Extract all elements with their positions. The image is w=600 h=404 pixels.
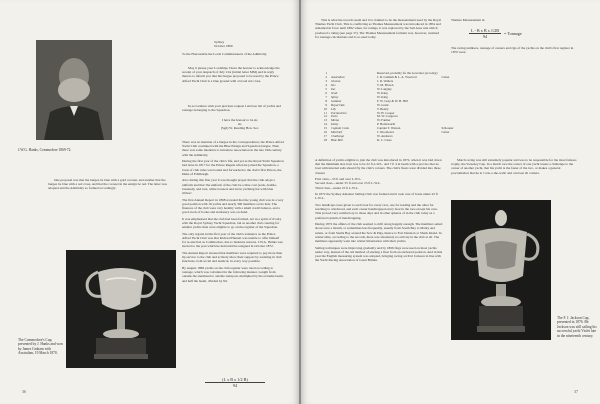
yacht-name: Mema — [331, 118, 339, 123]
yacht-name: Captain Cook — [331, 126, 349, 131]
sail-number: 3 — [325, 78, 327, 83]
yacht-name: Blue Bell — [331, 138, 343, 143]
intro-paragraph: This is what the records seem and it is claimed to be the measurement used by the Royal Thames Yacht Club. This is conflicting as Thames Measurement was introduced in 1854 and remained in force until 1882 when, for ratings, it was replaced by the Sail Area rule which produced a rating (see page 37). The Thames Measurement formula was, however, retained for tonnage calculations and is so used today. — [315, 18, 442, 39]
tonnage-formula — [205, 377, 265, 388]
main-paragraph: The Annual Report stressed that members were required to pay more than lip service to the club and actively show their support by assisting in club functions, both social and nautical, in every way possible. — [182, 251, 283, 264]
sail-number: 17 — [323, 134, 327, 139]
register-row — [315, 139, 456, 143]
commodore-cup-photo — [66, 250, 176, 368]
yacht-owner: W. King — [377, 90, 388, 95]
sail-number: 5 — [325, 86, 327, 91]
main-paragraph: During the first year of the club's life, and yet as the Royal Yacht Squadron had done in 1817 for the Prince Regent when he joined the Squadron, a book of club rules was bound and forwarded to the club's first Patron, the Duke of Edinburgh. — [182, 159, 284, 176]
thames-denominator: 94 — [482, 34, 488, 39]
sail-number: 1 — [325, 71, 327, 75]
yacht-rig: Cutter — [441, 74, 450, 79]
sail-number: 10 — [323, 106, 327, 111]
thames-fraction — [469, 28, 501, 39]
main-paragraph: Also during this first year it was thought proper that the club adopt a uniform and that 'the uniform of the club be a blue coat (sack, double-breasted), and vest, white trousers and straw yachting hat with blue ribbon'. — [182, 178, 277, 196]
yacht-owner: W. Grant — [377, 102, 389, 107]
yacht-name: Gloena — [331, 78, 341, 83]
yacht-owner: W. H. Cooper — [377, 110, 395, 115]
sail-number: 2 — [325, 74, 327, 79]
cup-caption: The Commodore's Cup, presented by J. Hanks and won by James Graham with Australian, 19 March 1870. — [18, 338, 63, 356]
body-paragraph: During 1872 the affairs of the club seemed to drift along happily enough. The members sailed about once a month, or sometimes less frequently, usually from South Bay to Manly and return, or from Snails Bay around the Sow & Pigs, thence to Fort Denison or Shark Island. In winter time, according to the records, there was absolutely no activity in the club at all. The members apparently went into winter hibernation with their yachts. — [315, 222, 443, 244]
jackson-cup-photo — [451, 200, 551, 340]
portrait-caption: J.W.G. Hanks, Commodore 1869-72. — [18, 148, 72, 152]
class-line: First class—35 ft and over L.W.L. — [315, 177, 362, 182]
body-paragraph: Sailing techniques were improving gradually and by 1866 flags were used on most yachts under way, instead of the old method of starting a fleet from an anchored position. And in this year the English measuring system was adopted, bringing racing on Port Jackson in line with the Yacht Racing Association of Great Britain. — [315, 245, 443, 263]
thames-label: Thames Measurement is: — [451, 18, 486, 22]
letter-body: May it please your Lordships I have the honour to acknowledge the receipt of your despatch of July 21st (initial letter MM) and in reply thereto to inform you that the burgee proposed to be used by the Prince Alfred Yacht Club is a blue ground with a broad red cross. — [182, 66, 280, 83]
yacht-owner: M. W. Cosgrove — [377, 114, 398, 119]
sail-number: 9 — [325, 102, 327, 107]
yacht-rig: Cutter — [441, 130, 450, 135]
thames-formula — [469, 28, 569, 39]
body-paragraph: Two handicaps were given to each boat for every race, one for leading and the other for reaching to windward, and each owner handicapped every boat in the race except his own. This proved very satisfactory to those days and in other spheres of in the club today as a preferred system of handicapping. — [315, 203, 438, 220]
yacht-owner: F. W. Gray & W. H. Hill — [377, 98, 408, 103]
yacht-name: Galatea — [331, 98, 342, 103]
letter-address: To the Honourable the Lords Commissioners of the Admiralty, — [182, 52, 267, 56]
yacht-owner: P. Holdsworth — [377, 122, 396, 127]
yacht-name: Enchantress — [331, 110, 347, 115]
yacht-name: Daisy — [331, 122, 339, 127]
left-page — [0, 0, 299, 404]
yacht-owner: T. Beatty — [377, 106, 389, 111]
thames-suffix: = Tonnage — [504, 31, 522, 36]
main-paragraph: It was emphasised that the club had been formed, not in a spirit of rivalry with the Royal Sydney Yacht Squadron, but as another club catering for smaller yachts than were eligible to go on the register of the Squadron. — [182, 216, 282, 230]
main-paragraph: There was no mention of a burgee in the correspondence; the Prince Alfred Yacht Club continued with the Blue Ensign and Squadron burgee. Then there was some intention to introduce Association in the late 19th century with the Admiralty. — [182, 140, 284, 157]
sail-number: 12 — [323, 114, 327, 119]
yacht-rig — [439, 139, 455, 143]
yacht-owner: T. M. Brown — [377, 82, 394, 87]
yacht-owner: Captain T. Watson — [377, 126, 401, 131]
yacht-name: Ino — [331, 86, 336, 91]
yacht-name: Irene — [331, 114, 338, 119]
yacht-owner: J. Woodward — [377, 130, 394, 135]
sail-number: 6 — [325, 90, 327, 95]
portrait-photo — [36, 40, 112, 140]
sail-number: 16 — [323, 130, 327, 135]
yacht-name: Royal Oak — [331, 102, 345, 107]
body-paragraph: A definition of yachts eligible to join the club was introduced in 1872, when it was laid down that the minimum size boat was to be 22 ft.L.W.L. and 7 ft 4 in beam with a proviso that no boat with internal sails should fly the club's colours. The club's fleets were divided into three classes: — [315, 158, 442, 175]
sail-number: 18 — [323, 138, 327, 143]
yacht-name: Isis — [331, 82, 336, 87]
page-number-right: 37 — [574, 389, 578, 394]
sail-number: 4 — [325, 82, 327, 87]
yacht-name: Spray — [331, 94, 339, 99]
sail-number: 15 — [323, 126, 327, 131]
main-column — [182, 140, 284, 285]
burgee-paragraph: One proposal was that the burgee be blue with a gold coronet, and another that the burgee be blue with a red cross, and that the coronet in the ensign be red. The latter was adopted and the Admiralty so formed accordingly. — [48, 178, 167, 191]
letter-date: Sydney October 1869 — [214, 40, 233, 49]
formula-denominator: 94 — [232, 383, 238, 388]
yacht-owner: W. Langley — [377, 86, 392, 91]
right-column-b: Match racing was still extremely popular and was to be responsible for the most famous trophy, the Sweeney Cup. In a match race the owner of one yacht issues a challenge to the owner of another yacht, that his yacht is the faster of the two, or makes a general proclamation that he is 'cock-o-the-walk' and can beat all comers. — [451, 158, 577, 175]
yacht-name: Lily — [331, 106, 336, 111]
letter-body-2: In accordance with your previous request I enclose list of yachts and tonnage belonging to the Squadron. — [182, 104, 281, 113]
yacht-owner: Reserved, probably for the Governor (as today) — [377, 71, 438, 75]
sail-number: 14 — [323, 122, 327, 127]
sail-number: 11 — [323, 110, 327, 115]
page-number-left: 36 — [22, 389, 26, 394]
sail-number: 8 — [325, 98, 327, 103]
yacht-owner: R. C. Close — [377, 138, 392, 143]
formula-numerator: (L x B x 1/2 B) — [205, 377, 265, 383]
class-line: Third class—under 25 ft L.W.L. — [315, 185, 359, 190]
yacht-owner: J. R. Walters — [377, 78, 394, 83]
body-paragraph: In 1872 the Sydney Amateur Sailing Club was formed and it took care of boats under 22 ft L.W.L. — [315, 192, 438, 201]
main-paragraph: The only regatta in this first year of the club's existence as the Prince Alfred Yacht Club was that Richard Harnett was unable to offer himself for re-election as Commodore, due to business reasons. J.W.G. Hanks was elected to the post which he held until he resigned in October 1872. — [182, 231, 283, 249]
yacht-owner: W. Andrews — [377, 134, 393, 139]
main-paragraph: The first Annual Report in 1868 revealed that the young club was in a very good position with 16 yachts and nearly 300 members on its lists. The finances of the club were very healthy with a small credit balance, and a good stock of books and stationery was on hand. — [182, 197, 284, 215]
yacht-owner: J. R. Graham & L. A. Woolcott — [377, 74, 417, 79]
right-column-a — [315, 158, 443, 265]
yacht-name: Australian — [331, 74, 345, 79]
main-paragraph: By August 1869 yachts on the club register were rated according to tonnage, which was calculated in the following manner. Length from outside the sternhead to outside sternpost, multiplied by the extreme beam, and half the beam, divided by 94: — [182, 266, 284, 283]
yacht-name: Mischief — [331, 130, 342, 135]
yacht-name: Challenge — [331, 134, 345, 139]
letter-sign-off: I have the honour to be sir, sir, (Sgd) W. Reading Hon. Sec. — [220, 118, 260, 131]
sail-number: 7 — [325, 94, 327, 99]
sail-number: 13 — [323, 118, 327, 123]
register-table-wrap — [315, 72, 585, 143]
class-line: Second class—under 35 ft and over 25 ft L.W.L. — [315, 181, 381, 186]
yacht-rig: Schooner — [441, 126, 454, 131]
right-page — [301, 0, 600, 404]
thames-numerator: L - B x B x 1/2B — [471, 28, 499, 33]
trophy-caption: The F. J. Jackson Cup, presented in 1876. Mr Jackson was still sailing his successful yacht Violet late in the nineteenth century. — [557, 316, 597, 338]
racing-note: The racing numbers, tonnage of owners and rigs of the yachts on the club's first register in 1870 were: — [451, 46, 574, 55]
yacht-owner: W. Farmer — [377, 118, 391, 123]
register-table — [315, 72, 456, 143]
yacht-owner: W. King — [377, 94, 388, 99]
yacht-name: Scud — [331, 90, 338, 95]
